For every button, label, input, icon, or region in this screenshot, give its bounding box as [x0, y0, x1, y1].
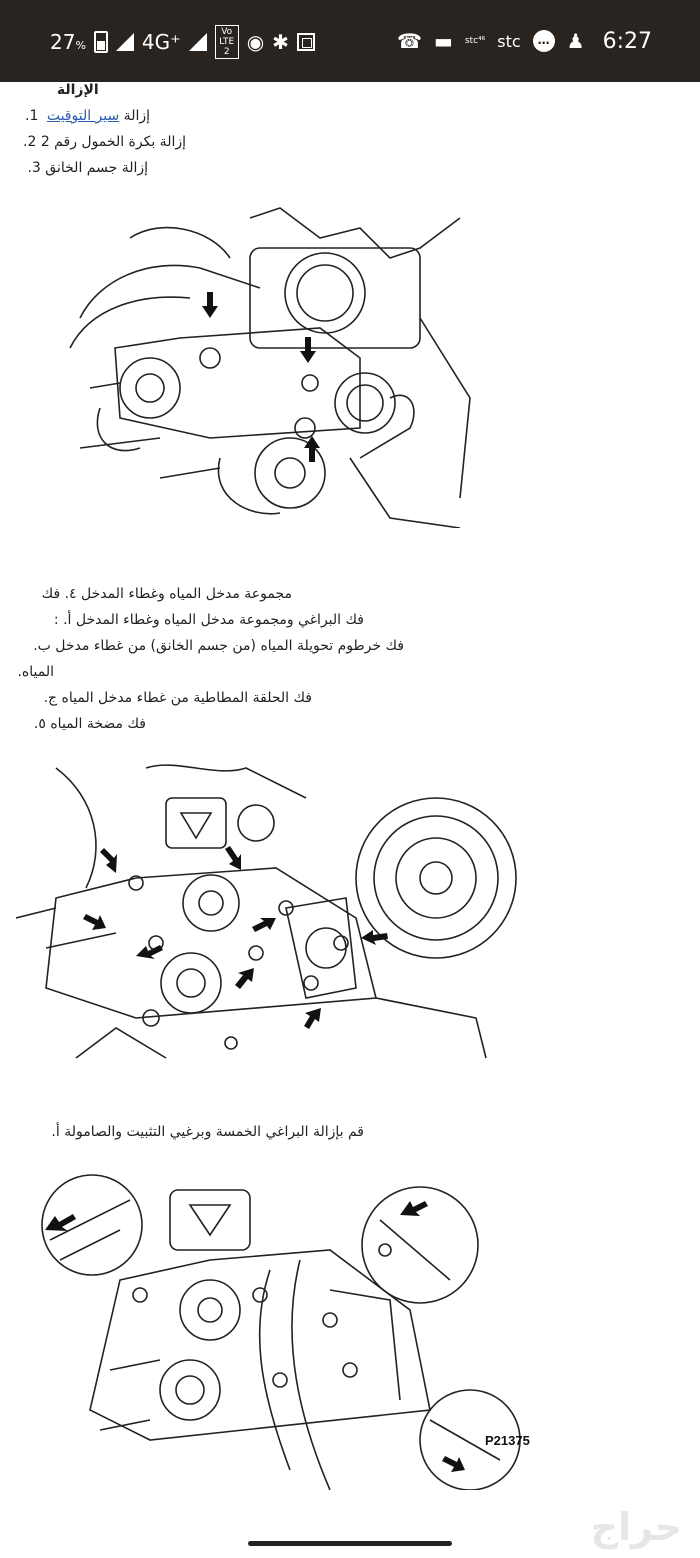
status-left: [50, 28, 315, 56]
instruction-line: مجموعة مدخل المياه وغطاء المدخل ٤. فك: [41, 586, 292, 602]
carrier-name: stc: [497, 31, 521, 51]
network-type: 4G⁺: [141, 30, 181, 54]
missed-call-icon: ☎: [397, 29, 422, 53]
home-gesture-bar[interactable]: [248, 1541, 452, 1546]
figure-code: P21375: [485, 1433, 530, 1448]
nfc-icon: [297, 33, 315, 51]
clock: 6:27: [602, 28, 652, 54]
section-heading: الإزالة: [56, 82, 99, 98]
carrier-small: stc⁴⁶: [464, 36, 486, 46]
engine-diagram-1: [60, 198, 480, 528]
instruction-line: فك خرطوم تحويلة المياه (من جسم الخانق) من غطاء مدخل ب.: [33, 638, 404, 654]
engine-diagram-3: [30, 1170, 530, 1490]
battery-icon: [94, 31, 108, 53]
instruction-line: فك البراغي ومجموعة مدخل المياه وغطاء المدخل أ. :: [53, 612, 364, 628]
status-right: [397, 26, 652, 56]
step-item: إزالة سير التوقيت 1.: [25, 108, 150, 124]
step-item: إزالة بكرة الخمول رقم 2 2.: [22, 134, 186, 150]
battery-percent: 27%: [50, 30, 86, 54]
chat-bubble-icon: …: [533, 30, 555, 52]
instruction-line: قم بإزالة البراغي الخمسة وبرغيي التثبيت والصامولة أ.: [51, 1124, 364, 1140]
instruction-line: فك الحلقة المطاطية من غطاء مدخل المياه ج.: [43, 690, 312, 706]
step-item: إزالة جسم الخانق 3.: [27, 160, 148, 176]
bluetooth-icon: ✱: [272, 30, 289, 54]
engine-diagram-2: [16, 758, 536, 1063]
status-bar: [0, 0, 700, 82]
signal-icon: [189, 33, 207, 51]
instruction-line: فك مضخة المياه ٥.: [33, 716, 146, 732]
signal-icon: [116, 33, 134, 51]
lte-badge: Vo LTE 2: [215, 25, 239, 59]
watermark-logo: حراج: [590, 1505, 682, 1549]
hotspot-icon: ◉: [246, 30, 265, 54]
instruction-line: المياه.: [17, 664, 54, 680]
data-saver-icon: ▬: [433, 29, 453, 53]
timing-belt-link[interactable]: سير التوقيت: [46, 108, 120, 124]
snapchat-icon: ♟: [566, 29, 585, 53]
